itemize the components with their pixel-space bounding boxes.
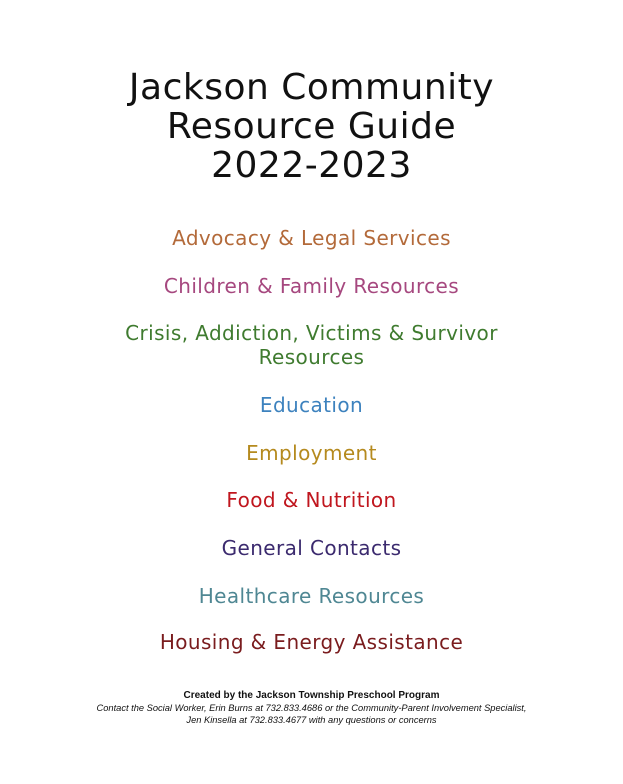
- section-link-housing-energy[interactable]: Housing & Energy Assistance: [159, 630, 464, 654]
- section-link-healthcare[interactable]: Healthcare Resources: [198, 584, 425, 608]
- title-line-3: 2022-2023: [211, 145, 412, 186]
- section-link-food-nutrition[interactable]: Food & Nutrition: [226, 488, 397, 512]
- footer: [0, 689, 623, 726]
- section-link-education[interactable]: Education: [259, 393, 364, 417]
- section-link-crisis-addiction[interactable]: [0, 321, 623, 369]
- section-link-children-family[interactable]: Children & Family Resources: [163, 274, 460, 298]
- title-line-1: Jackson Community: [128, 67, 495, 108]
- section-link-advocacy-legal[interactable]: Advocacy & Legal Services: [172, 226, 451, 250]
- footer-contact-line-2: Jen Kinsella at 732.833.4677 with any questions or concerns: [186, 715, 437, 725]
- page-title: [0, 68, 623, 185]
- section-link-crisis-line-2: Resources: [258, 345, 365, 369]
- title-line-2: Resource Guide: [166, 106, 457, 147]
- footer-contact-line-1: Contact the Social Worker, Erin Burns at 732.833.4686 or the Community-Parent Involvement Specialist,: [96, 703, 527, 713]
- section-link-crisis-line-1: Crisis, Addiction, Victims & Survivor: [125, 321, 498, 345]
- section-link-general-contacts[interactable]: General Contacts: [221, 536, 402, 560]
- section-link-employment[interactable]: Employment: [246, 441, 377, 465]
- footer-created-by: Created by the Jackson Township Preschool Program: [183, 690, 440, 701]
